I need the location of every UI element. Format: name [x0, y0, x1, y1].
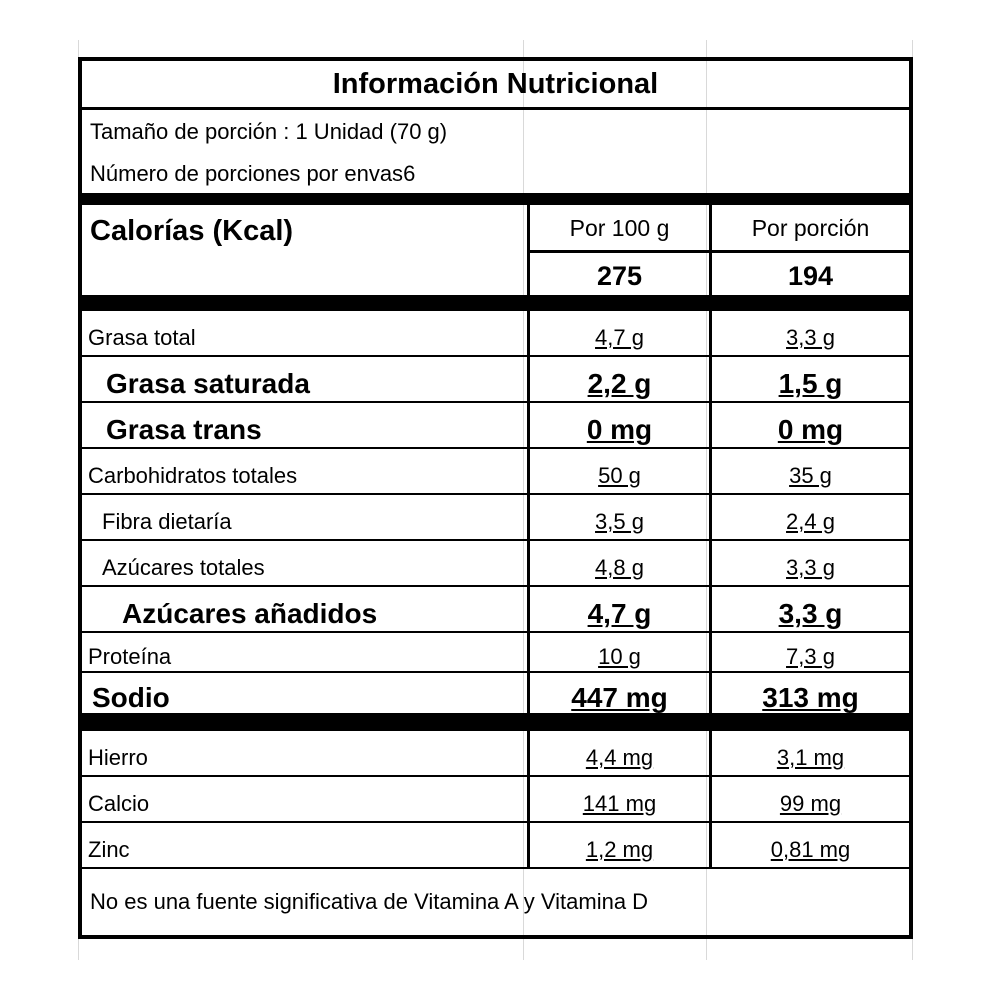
- nutrient-name: Fibra dietaría: [102, 509, 232, 534]
- value-per-serving: 3,3 g: [709, 541, 909, 585]
- nutrient-name: Carbohidratos totales: [88, 463, 298, 488]
- value-per-serving: 2,4 g: [709, 495, 909, 539]
- value-per-100g: 4,8 g: [527, 541, 709, 585]
- nutrient-row: [82, 777, 909, 823]
- value-per-100g: 0 mg: [527, 403, 709, 447]
- nutrient-row: [82, 449, 909, 495]
- value-per-100g: 50 g: [527, 449, 709, 493]
- thick-divider: [82, 193, 909, 205]
- value-per-serving: 0 mg: [709, 403, 909, 447]
- value-per-serving: 3,3 g: [709, 311, 909, 355]
- nutrient-name: Grasa total: [88, 325, 196, 350]
- nutrient-name: Grasa saturada: [106, 368, 310, 399]
- nutrition-facts-panel: [78, 57, 913, 939]
- value-per-100g: 4,7 g: [527, 311, 709, 355]
- nutrient-row: [82, 311, 909, 357]
- nutrient-name: Azúcares totales: [102, 555, 265, 580]
- value-per-100g: 1,2 mg: [527, 823, 709, 867]
- value-per-100g: 3,5 g: [527, 495, 709, 539]
- value-per-100g: 141 mg: [527, 777, 709, 821]
- panel-title: Información Nutricional: [82, 61, 909, 110]
- footer-note: No es una fuente significativa de Vitamina A y Vitamina D: [90, 889, 649, 914]
- nutrient-name: Sodio: [92, 682, 170, 713]
- servings-per-container-value: 6: [403, 161, 416, 186]
- nutrient-row: [82, 587, 909, 633]
- value-per-serving: 99 mg: [709, 777, 909, 821]
- nutrient-row: [82, 823, 909, 869]
- calories-per-100g: 275: [596, 261, 643, 291]
- nutrient-row: [82, 673, 909, 715]
- calories-per-serving: 194: [787, 261, 834, 291]
- serving-size: Tamaño de porción : 1 Unidad (70 g): [90, 119, 448, 144]
- value-per-serving: 7,3 g: [709, 633, 909, 671]
- nutrient-name: Calcio: [88, 791, 150, 816]
- thick-divider: [82, 295, 909, 311]
- thick-divider: [82, 715, 909, 731]
- nutrient-row: [82, 357, 909, 403]
- nutrient-name: Proteína: [88, 644, 172, 669]
- nutrient-name: Azúcares añadidos: [122, 598, 378, 629]
- per-serving-column: [709, 205, 909, 307]
- calories-label: Calorías (Kcal): [90, 215, 294, 247]
- nutrient-row: [82, 541, 909, 587]
- nutrient-row: [82, 403, 909, 449]
- per-100g-column: [527, 205, 709, 307]
- value-per-100g: 2,2 g: [527, 357, 709, 401]
- value-per-100g: 447 mg: [527, 673, 709, 713]
- column-header-per-100g: Por 100 g: [530, 205, 709, 253]
- value-per-100g: 4,7 g: [527, 587, 709, 631]
- servings-per-container: [90, 161, 415, 187]
- nutrient-row: [82, 495, 909, 541]
- value-per-serving: 3,1 mg: [709, 731, 909, 775]
- nutrient-name: Grasa trans: [106, 414, 262, 445]
- value-per-serving: 1,5 g: [709, 357, 909, 401]
- value-per-serving: 3,3 g: [709, 587, 909, 631]
- value-per-serving: 35 g: [709, 449, 909, 493]
- column-header-per-serving: Por porción: [712, 205, 909, 253]
- value-per-serving: 0,81 mg: [709, 823, 909, 867]
- nutrient-name: Hierro: [88, 745, 148, 770]
- calories-header: [82, 205, 909, 307]
- value-per-100g: 4,4 mg: [527, 731, 709, 775]
- value-per-100g: 10 g: [527, 633, 709, 671]
- value-per-serving: 313 mg: [709, 673, 909, 713]
- nutrient-row: [82, 731, 909, 777]
- nutrient-row: [82, 633, 909, 673]
- nutrient-name: Zinc: [88, 837, 130, 862]
- servings-per-container-label: Número de porciones por envas: [90, 161, 404, 186]
